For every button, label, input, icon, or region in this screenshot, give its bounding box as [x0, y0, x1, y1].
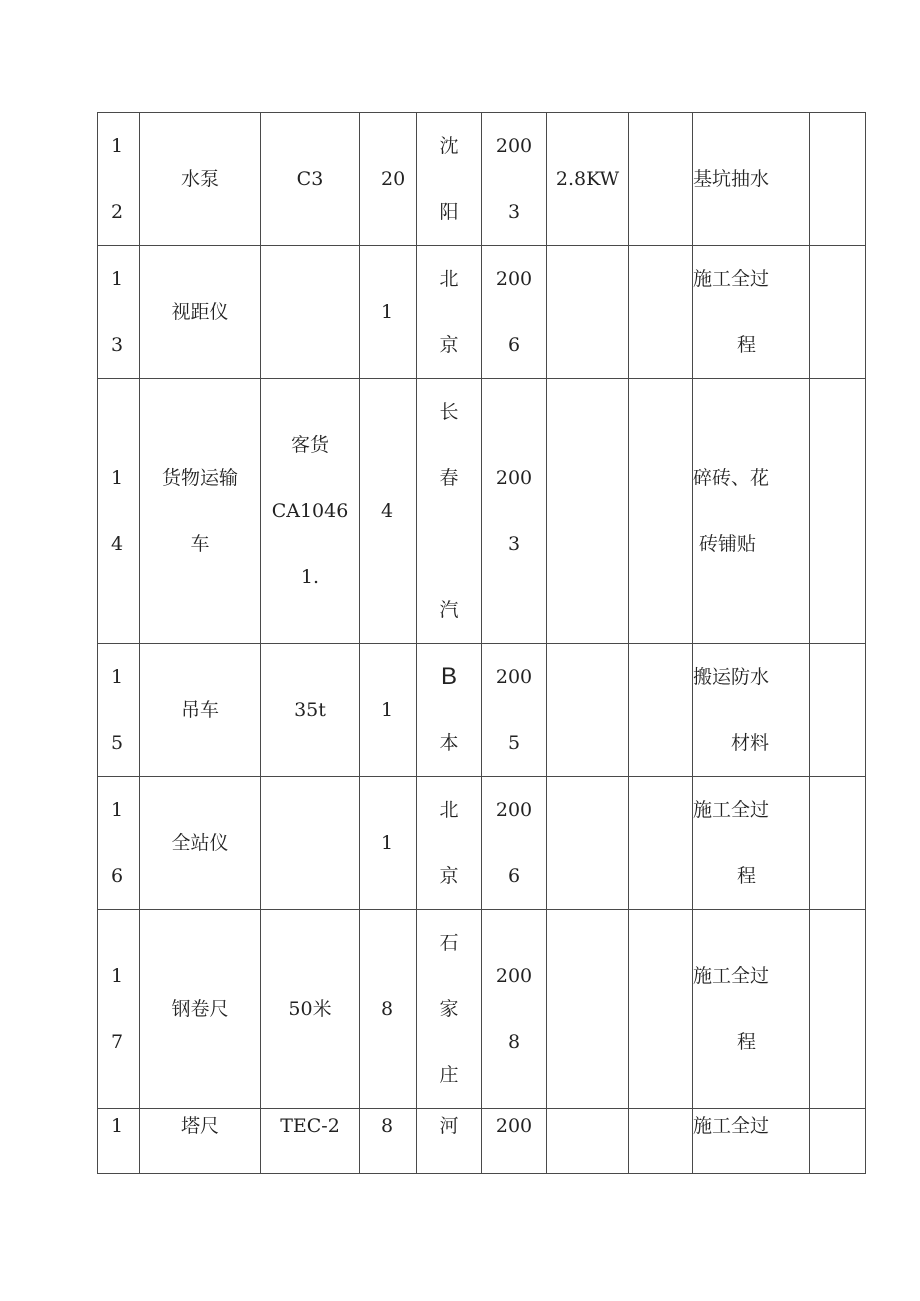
cell-line: 20 [381, 168, 406, 190]
cell-line: 汽 [439, 599, 459, 621]
cell-remark [810, 644, 866, 777]
cell-line: 200 [495, 268, 533, 290]
cell-line: 7 [111, 1031, 124, 1053]
cell-year [482, 1109, 547, 1174]
cell-line: 碎砖、花 [693, 467, 770, 489]
cell-line: 200 [495, 799, 533, 821]
cell-no [98, 644, 140, 777]
cell-line: 施工全过 [693, 965, 770, 987]
cell-line: 搬运防水 [693, 666, 770, 688]
cell-line: 4 [381, 500, 394, 522]
cell-no [98, 777, 140, 910]
cell-line: 1. [300, 566, 320, 588]
cell-line: 庄 [439, 1064, 459, 1086]
cell-use [693, 910, 810, 1109]
cell-model [261, 644, 360, 777]
cell-name [140, 1109, 261, 1174]
cell-name [140, 246, 261, 379]
cell-line: 200 [495, 666, 533, 688]
cell-line: 程 [737, 1031, 757, 1053]
cell-name [140, 910, 261, 1109]
cell-line: 石 [439, 932, 459, 954]
equipment-table [97, 112, 866, 1174]
cell-use [693, 1109, 810, 1174]
cell-line: 水泵 [180, 168, 219, 190]
table-row [98, 379, 866, 644]
cell-model [261, 1109, 360, 1174]
cell-qty [360, 910, 417, 1109]
cell-name [140, 113, 261, 246]
cell-use [693, 113, 810, 246]
table-row [98, 113, 866, 246]
cell-no [98, 1109, 140, 1174]
cell-year [482, 910, 547, 1109]
cell-line: 5 [111, 732, 124, 754]
cell-manufacturer [417, 777, 482, 910]
cell-use [693, 379, 810, 644]
cell-power [547, 246, 629, 379]
cell-name [140, 777, 261, 910]
cell-line: 钢卷尺 [171, 998, 229, 1020]
cell-line: 材料 [731, 732, 770, 754]
cell-line: 5 [507, 732, 521, 754]
cell-use [693, 246, 810, 379]
cell-power [547, 1109, 629, 1174]
cell-line: 砖铺贴 [699, 533, 757, 555]
cell-line: C3 [296, 168, 324, 190]
cell-manufacturer [417, 113, 482, 246]
cell-line: 北 [439, 799, 459, 821]
table-row [98, 777, 866, 910]
cell-line: 1 [111, 799, 124, 821]
cell-line: 塔尺 [180, 1115, 219, 1137]
cell-power [547, 113, 629, 246]
cell-line: 1 [111, 965, 124, 987]
cell-year [482, 113, 547, 246]
cell-manufacturer [417, 1109, 482, 1174]
cell-line: B [440, 663, 457, 690]
cell-year [482, 246, 547, 379]
cell-remark [810, 777, 866, 910]
cell-model [261, 246, 360, 379]
cell-year [482, 644, 547, 777]
cell-extra [629, 379, 693, 644]
cell-extra [629, 113, 693, 246]
cell-line: 8 [381, 1115, 394, 1137]
cell-line: 1 [381, 832, 394, 854]
cell-line: 长 [439, 401, 459, 423]
cell-line: 阳 [439, 201, 459, 223]
cell-line: 200 [495, 135, 533, 157]
cell-qty [360, 113, 417, 246]
cell-line: 基坑抽水 [693, 168, 770, 190]
cell-line: 1 [381, 301, 394, 323]
cell-line: 春 [439, 467, 459, 489]
cell-name [140, 379, 261, 644]
cell-remark [810, 113, 866, 246]
cell-line: 程 [737, 334, 757, 356]
cell-line: 2 [111, 201, 124, 223]
cell-line: 货物运输 [161, 467, 238, 489]
cell-power [547, 379, 629, 644]
cell-remark [810, 379, 866, 644]
cell-line: 车 [190, 533, 210, 555]
cell-line: 吊车 [180, 699, 219, 721]
cell-no [98, 379, 140, 644]
cell-qty [360, 1109, 417, 1174]
cell-no [98, 113, 140, 246]
cell-remark [810, 246, 866, 379]
cell-manufacturer [417, 246, 482, 379]
cell-extra [629, 644, 693, 777]
table-body [98, 113, 866, 1174]
cell-remark [810, 1109, 866, 1174]
table-row [98, 910, 866, 1109]
cell-line: 4 [111, 533, 124, 555]
cell-line [417, 511, 481, 577]
cell-line: 8 [381, 998, 394, 1020]
cell-line: 1 [111, 1115, 124, 1137]
cell-line: 2.8KW [555, 168, 620, 190]
cell-line: 河 [439, 1115, 459, 1137]
cell-line: 200 [495, 1115, 533, 1137]
cell-extra [629, 777, 693, 910]
cell-line: 200 [495, 467, 533, 489]
cell-line: 京 [439, 334, 459, 356]
cell-qty [360, 379, 417, 644]
cell-line: 1 [111, 135, 124, 157]
cell-line: 200 [495, 965, 533, 987]
cell-name [140, 644, 261, 777]
cell-line: 北 [439, 268, 459, 290]
cell-line: 3 [507, 201, 521, 223]
cell-manufacturer [417, 379, 482, 644]
cell-line: 施工全过 [693, 799, 770, 821]
cell-qty [360, 246, 417, 379]
cell-no [98, 910, 140, 1109]
cell-line: 1 [111, 467, 124, 489]
cell-line: 视距仪 [171, 301, 229, 323]
cell-remark [810, 910, 866, 1109]
cell-line: 50米 [288, 998, 332, 1020]
cell-line: 全站仪 [171, 832, 229, 854]
cell-manufacturer [417, 910, 482, 1109]
table-row [98, 644, 866, 777]
cell-qty [360, 777, 417, 910]
cell-extra [629, 910, 693, 1109]
cell-extra [629, 246, 693, 379]
cell-line: 1 [381, 699, 394, 721]
cell-model [261, 777, 360, 910]
cell-line: 35t [294, 699, 326, 721]
cell-line: 沈 [439, 135, 459, 157]
cell-extra [629, 1109, 693, 1174]
cell-line: 京 [439, 865, 459, 887]
cell-line: 施工全过 [693, 1115, 770, 1137]
cell-power [547, 910, 629, 1109]
cell-line: 本 [439, 732, 459, 754]
cell-line: CA1046 [271, 500, 349, 522]
cell-line: 6 [111, 865, 124, 887]
cell-line: 6 [507, 865, 521, 887]
cell-manufacturer [417, 644, 482, 777]
cell-line: 施工全过 [693, 268, 770, 290]
cell-use [693, 777, 810, 910]
cell-qty [360, 644, 417, 777]
cell-year [482, 777, 547, 910]
cell-no [98, 246, 140, 379]
table-row [98, 1109, 866, 1174]
cell-line: 1 [111, 666, 124, 688]
table-row [98, 246, 866, 379]
cell-power [547, 644, 629, 777]
cell-line: 1 [111, 268, 124, 290]
cell-model [261, 910, 360, 1109]
cell-year [482, 379, 547, 644]
cell-model [261, 113, 360, 246]
cell-line: 客货 [290, 434, 329, 456]
cell-line: 3 [507, 533, 521, 555]
cell-line: 程 [737, 865, 757, 887]
cell-line: 6 [507, 334, 521, 356]
cell-line: 3 [111, 334, 124, 356]
cell-line: 8 [507, 1031, 521, 1053]
cell-line: 家 [439, 998, 459, 1020]
cell-model [261, 379, 360, 644]
cell-power [547, 777, 629, 910]
cell-line: TEC-2 [280, 1115, 340, 1137]
cell-use [693, 644, 810, 777]
